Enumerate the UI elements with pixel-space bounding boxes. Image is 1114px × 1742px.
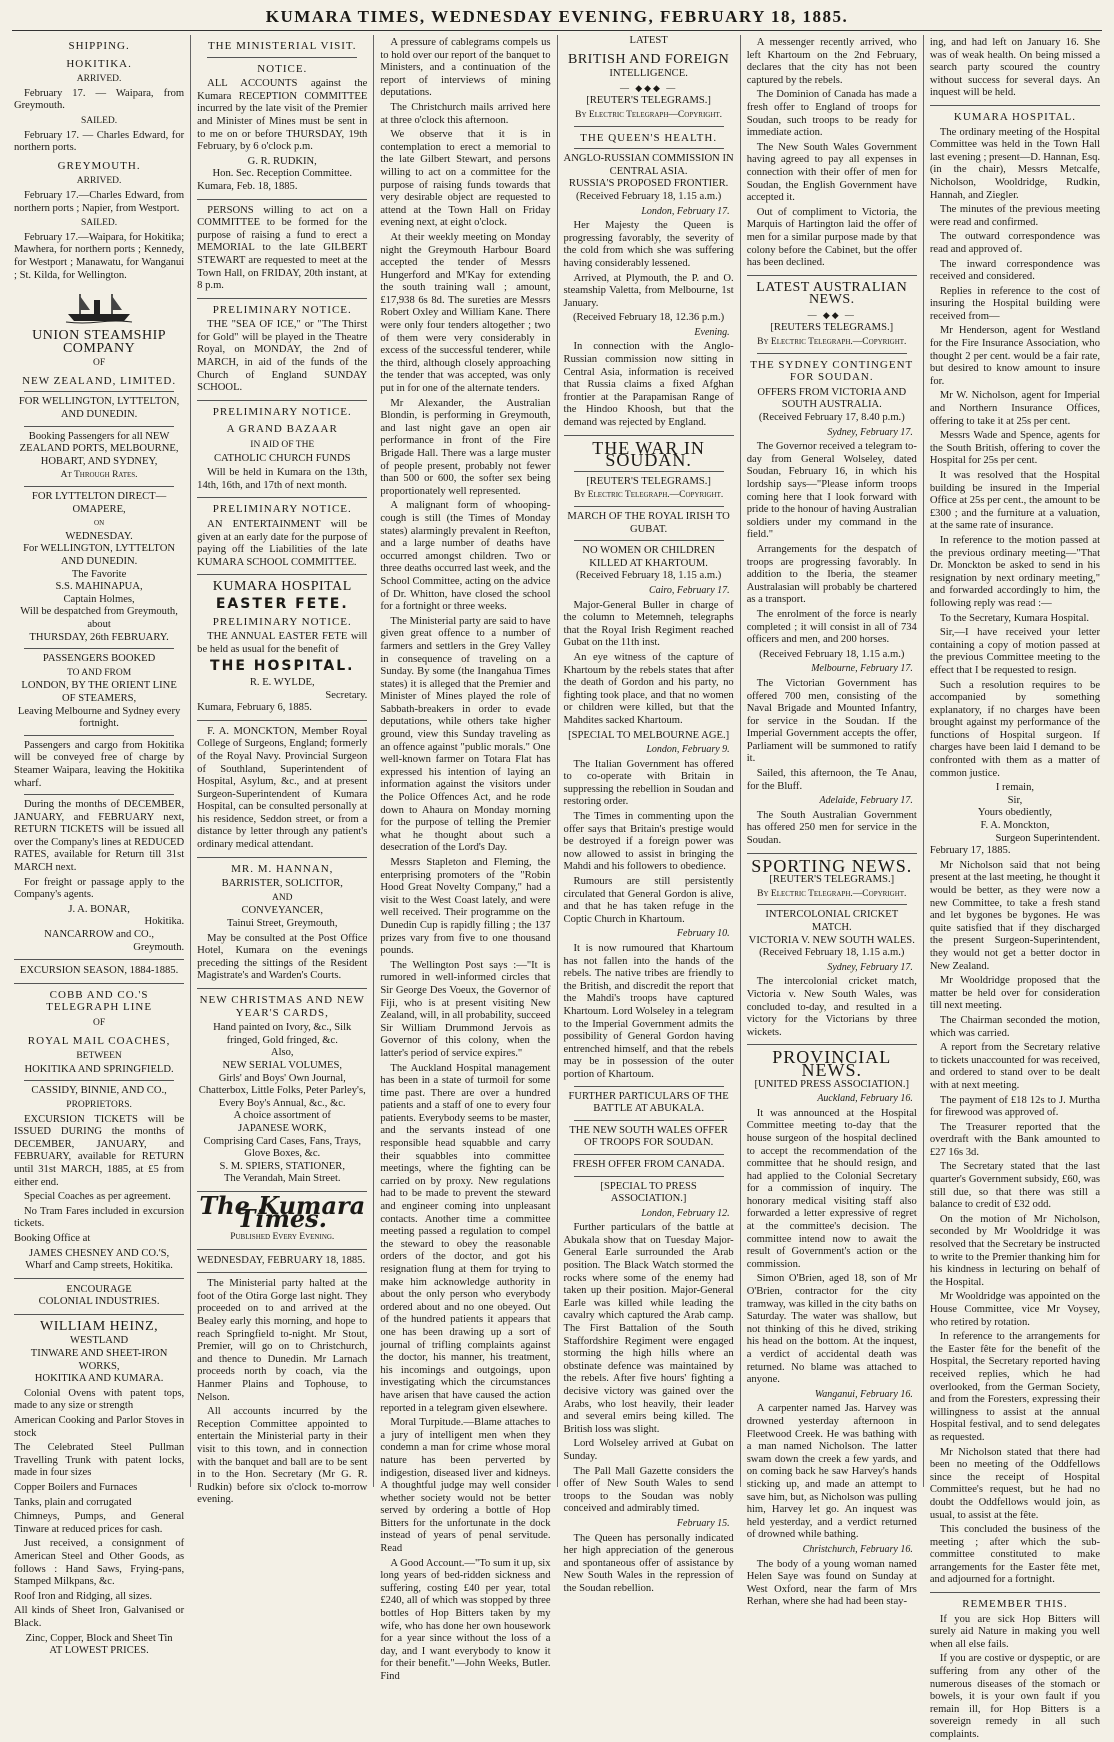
colonial-industries: COLONIAL INDUSTRIES. <box>38 1296 160 1308</box>
union-booking: Booking Passengers for all NEW ZEALAND PORTS, MELBOURNE, HOBART, AND SYDNEY, <box>19 430 179 467</box>
further-particulars: FURTHER PARTICULARS OF THE BATTLE AT ABUKALA. <box>568 1090 729 1115</box>
sailed-label: SAILED. <box>81 115 118 126</box>
canada: The Dominion of Canada has made a fresh offer to England of troops for Soudan, such troops to be ready for immediate action. <box>746 89 917 139</box>
wharf: Wharf and Camp streets, Hokitika. <box>25 1260 173 1272</box>
received-6: (Received February 18, 1.15 a.m.) <box>759 947 905 959</box>
copyright-tag: By Electric Telegraph—Copyright. <box>575 109 723 120</box>
received-5: (Received February 18, 1.15 a.m.) <box>759 648 905 660</box>
news-p3: We observe that it is in contemplation to erect a memorial to the late Gilbert Stewart, and persons willing to act on a committee for the purpose of raising funds towards that very desirable object are requested to attend at the Town Hall on Friday evening next, at eight o'clock. <box>380 129 551 229</box>
news-p8: Messrs Stapleton and Fleming, the enterprising promoters of the "Robin Hood Great Novelty Company," had a visit to the West Coast lately, and were well received. Their programme on the Dunedin Cup is rapidly filling ; the 137 prizes vary from five to one thousand pounds. <box>380 857 551 957</box>
anglo-russian: ANGLO-RUSSIAN COMMISSION IN CENTRAL ASIA. <box>563 153 734 177</box>
letter-date: February 17, 1885. <box>929 845 1011 857</box>
sir: Sir, <box>1007 794 1023 806</box>
thursday-date: THURSDAY, 26th FEBRUARY. <box>29 631 169 643</box>
ministerial-heading: THE MINISTERIAL VISIT. <box>207 40 357 52</box>
wylde: R. E. WYLDE, <box>249 676 315 688</box>
arrived-label: ARRIVED. <box>76 74 122 85</box>
column-5: A messenger recently arrived, who left Khartoum on the 2nd February, declares that the city has not been captured by the rebels. The Dominion of Canada has made a fresh offer to England of troops for Soudan, such troops to be ready for immediate action. The New South Wales Government having agreed to pay all expenses in connection with their offer of men for Soudan, the English Government have accepted it. Out of compliment to Victoria, the Marquis of Hartington laid the offer of men for a similar purpose made by that colony before the Cabinet, but the offer has been declined. LATEST AUSTRALIAN NEWS. — ◆◆ — [REUTERS TELEGRAMS.] By Electric Telegraph.—Copyright. THE SYDNEY CONTINGENT FOR SOUDAN. OFFERS FROM VICTORIA AND SOUTH AUSTRALIA. (Received February 17, 8.40 p.m.) Sydney, February 17. The Governor received a telegram to-day from General Wolseley, dated Soudan, February 16, in which his lordship says—"Please inform troops coming here that I look forward with pride to the honour of having Australian soldiers under my command in the field." Arrangements for the despatch of troops are progressing favorably. In addition to the Iberia, the steamer Australasian will probably be chartered as a transport. The enrolment of the force is nearly completed ; it will consist in all of 734 officers and men, and 200 horses. (Received February 18, 1.15 a.m.) Melbourne, February 17. The Victorian Government has offered 700 men, consisting of the Naval Brigade and Mounted Infantry, for service in the Soudan. If the Imperial Government accepts the offer, Parliament will be summoned to ratify it. Sailed, this afternoon, the Te Anau, for the Bluff. Adelaide, February 17. The South Australian Government has offered 250 men for service in the Soudan. SPORTING NEWS. [REUTER'S TELEGRAMS.] By Electric Telegraph.—Copyright. INTERCOLONIAL CRICKET MATCH. VICTORIA V. NEW SOUTH WALES. (Received February 18, 1.15 a.m.) Sydney, February 17. The intercolonial cricket match, Victoria v. New South Wales, was concluded to-day, and resulted in a victory for the Victorians by three wickets. PROVINCIAL NEWS. [UNITED PRESS ASSOCIATION.] Auckland, February 16. It was announced at the Hospital Committee meeting to-day that the house surgeon of the hospital declined to accept the recommendation of the committee that he should resign, and had applied to the Colonial Secretary for a commission of inquiry. The honorary medical visiting staff also forwarded a letter expressive of regret at the committee's decision. The committee intend now to await the result of Government's action or the commission. Simon O'Brien, aged 18, son of Mr O'Brien, contractor for the city tramway, was killed in the city baths on Saturday. The water was shallow, but not thinking of this he dived, striking his head on the bottom. At the inquest, a verdict of accidental death was returned. No blame was attached to anyone. Wanganui, February 16. A carpenter named Jas. Harvey was drowned yesterday afternoon in Fleetwood Creek. He was bathing with a man named Nicholson. The latter swam down the creek a few yards, and on coming back he saw Harvey's hands sticking up, and made an attempt to save him, but, as Nicholson was pulling him, Harvey let go. An inquest was held yesterday, and a verdict returned of drowned while bathing. Christchurch, February 16. The body of a young woman named Helen Saye was found on Sunday at West Oxford, near the farm of Mrs Rerhan, where she had had been stay- <box>741 35 924 1487</box>
received-1: (Received February 18, 1.15 a.m.) <box>575 190 722 202</box>
freight-text: For freight or passage apply to the Company's agents. <box>14 876 185 901</box>
vic-nsw: VICTORIA V. NEW SOUTH WALES. <box>748 934 915 946</box>
boilers: Copper Boilers and Furnaces <box>14 1482 138 1493</box>
union-nz: NEW ZEALAND, LIMITED. <box>22 374 177 387</box>
news-p12: A Good Account.—"To sum it up, six long years of bed-ridden sickness and suffering, costing £40 per year, total £240, all of which was stopped by three bottles of Hop Bitters taken by my wife, who has done her own housework for a year since without the loss of a day, and I want everybody to know it for their benefit."—John Weeks, Butler. Find <box>380 1557 551 1682</box>
proprietors: CASSIDY, BINNIE, AND CO., <box>31 1085 167 1097</box>
nsw-government: The New South Wales Government having agreed to pay all expenses in connection with their offer of men for Soudan, the English Government have accepted it. <box>746 141 917 204</box>
column-2 <box>191 35 374 1506</box>
union-title: UNION STEAMSHIP COMPANY <box>32 328 167 356</box>
union-rates: At Through Rates. <box>60 470 138 481</box>
te-anau: Sailed, this afternoon, the Te Anau, for the Bluff. <box>746 768 917 792</box>
sydney-1: Sydney, February 17. <box>827 426 913 438</box>
received-2: (Received February 18, 12.36 p.m.) <box>572 312 725 324</box>
queen-appreciation: The Queen has personally indicated her high appreciation of the generous and spontaneous offer of assistance by New South Wales in the repression of the Soudan rebellion. <box>563 1532 734 1594</box>
nsw-offer: THE NEW SOUTH WALES OFFER OF TROOPS FOR SOUDAN. <box>569 1124 728 1149</box>
zinc: Zinc, Copper, Block and Sheet Tin <box>25 1632 173 1644</box>
evening: Evening. <box>694 326 730 338</box>
leader-para: The Ministerial party halted at the foot of the Otira Gorge last night. They proceeded on to and arrived at the Bealey early this morning, and hope to reach Springfield to-night. Mr Stout, Premier, will go on to Christchurch, and thence to Dunedin. Mr Larnach proceeds north by coach, via the Hanmer Plains and Tophouse, to Nelson. <box>197 1278 368 1403</box>
sea-of-ice: THE "SEA OF ICE," or "The Thirst for Gold" will be played in the Theatre Royal, on MONDAY, the 2nd of MARCH, in aid of the funds of the Church of England SUNDAY SCHOOL. <box>197 319 368 394</box>
japanese-work: JAPANESE WORK, <box>238 1122 327 1134</box>
masthead: KUMARA TIMES, WEDNESDAY EVENING, FEBRUARY 18, 1885. <box>12 4 1102 31</box>
cairo: Cairo, February 17. <box>648 584 730 596</box>
choice: A choice assortment of <box>233 1110 331 1122</box>
edition-date: WEDNESDAY, FEBRUARY 18, 1885. <box>197 1254 366 1266</box>
sydney-2: Sydney, February 17. <box>827 961 913 973</box>
in-aid: IN AID OF THE <box>250 440 315 451</box>
enrolment: The enrolment of the force is nearly completed ; it will consist in all of 734 officers and men, and 200 horses. <box>746 608 917 646</box>
catholic-funds: CATHOLIC CHURCH FUNDS <box>213 452 351 464</box>
subsidy: The Secretary stated that the last quarter's Government subsidy, £60, was still due, so that there was still a balance to credit of £32 odd. <box>929 1161 1101 1211</box>
frontier: RUSSIA'S PROPOSED FRONTIER. <box>568 178 729 190</box>
cargo-text: Passengers and cargo from Hokitika will be conveyed free of charge by Steamer Waipara, leaving the Hokitika wharf. <box>14 739 185 789</box>
offers: OFFERS FROM VICTORIA AND SOUTH AUSTRALIA. <box>757 386 907 411</box>
prelim-1: PRELIMINARY NOTICE. <box>212 303 352 316</box>
kumara-hospital-heading: KUMARA HOSPITAL. <box>953 110 1076 123</box>
chesney: JAMES CHESNEY AND CO.'S, <box>29 1247 170 1259</box>
memorial-notice: PERSONS willing to act on a COMMITTEE to be formed for the purpose of raising a fund to erect a MEMORIAL to the late GILBERT STEWART are requested to meet at the Town Hall, on FRIDAY, 20th instant, at 8 p.m. <box>197 204 368 292</box>
chimneys: Chimneys, Pumps, and General Tinware at reduced prices for cash. <box>14 1511 185 1535</box>
buller: Major-General Buller in charge of the column to Metemneh, telegraphs that the Royal Irish Regiment reached Gubat on the 11th inst. <box>563 599 734 649</box>
received-4: (Received February 17, 8.40 p.m.) <box>758 412 905 424</box>
i-remain: I remain, <box>995 782 1035 794</box>
news-p6: A malignant form of whooping-cough is still (the Times of Monday states) alarmingly prevalent in Reefton, and a large number of deaths have occurred amongst children. Two or three deaths occurred last week, and the School Committee, acting on the advice of Dr. Whitton, have closed the school for a fortnight or three weeks. <box>380 500 551 613</box>
excursion-tickets: EXCURSION TICKETS will be ISSUED DURING the months of DECEMBER, JANUARY, and FEBRUARY, available for RETURN until 31st MARCH, 1885, at £5 from either end. <box>14 1113 185 1188</box>
continuation: ing, and had left on January 16. She was of weak health. On being missed a search party scoured the country without success for several days. An inquest will be held. <box>929 37 1101 99</box>
eye-witness: An eye witness of the capture of Khartoum by the rebels states that after the death of Gordon and his party, no fighting took place, and that no women or children were killed, but that the Mahdites sacked Khartoum. <box>563 651 734 726</box>
leaving: Leaving Melbourne and Sydney every fortnight. <box>17 705 181 730</box>
monckton-ad: F. A. MONCKTON, Member Royal College of Surgeons, England; formerly of the Royal Navy. Provincial Surgeon of Southland, Superintendent of Hospital, Asylum, &c., and at present Surgeon-Superintendent of Kumara Hospital, can be consulted personally at his residence, Seddon street, or from a distance by letter through any patient's ordinary medical attendant. <box>197 725 368 851</box>
wylde-secretary: Secretary. <box>325 689 368 701</box>
special-press: [SPECIAL TO PRESS ASSOCIATION.] <box>600 1180 697 1205</box>
sailed-label-2: SAILED. <box>81 218 118 229</box>
christmas-cards: NEW CHRISTMAS AND NEW YEAR'S CARDS, <box>199 994 365 1019</box>
encourage: ENCOURAGE <box>66 1283 132 1295</box>
governor: The Governor received a telegram to-day from General Wolseley, dated Soudan, February 16, in which his lordship says—"Please inform troops coming here that I look forward with pride to the honour of having Australian soldiers under my command in the field." <box>746 441 917 541</box>
treasurer: The Treasurer reported that the overdraft with the Bank amounted to £27 16s 3d. <box>929 1121 1101 1158</box>
despatched: Will be despatched from Greymouth, about <box>20 606 178 630</box>
trunk: The Celebrated Steel Pullman Travelling Trunk with patent locks, made in four sizes <box>14 1442 185 1479</box>
union-for: FOR WELLINGTON, LYTTELTON, AND DUNEDIN. <box>18 396 180 421</box>
war-in-soudan: THE WAR IN SOUDAN. <box>592 437 705 471</box>
on-label: on <box>94 518 105 529</box>
kumara-times-nameplate: The Kumara Times. <box>199 1190 366 1233</box>
report: A report from the Secretary relative to tickets unaccounted for was received, and ordered to stand over to be dealt with at next meeting. <box>929 1042 1101 1091</box>
pall-mall: The Pall Mall Gazette considers the offer of New South Wales to send troops to the Soudan was nobly conceived and admirably timed. <box>563 1465 734 1515</box>
to-secretary: To the Secretary, Kumara Hospital. <box>939 612 1090 624</box>
news-p1: A pressure of cablegrams compels us to hold over our report of the banquet to Ministers, and a continuation of the report of interviews of mining deputations. <box>380 37 551 99</box>
appointed: Mr Wooldridge was appointed on the House Committee, vice Mr Voysey, who retired by rotation. <box>929 1291 1101 1328</box>
ovens: Colonial Ovens with patent tops, made to any size or strength <box>14 1387 185 1412</box>
nicholson-said: Mr Nicholson said that not being present at the last meeting, he thought it would be better, as they were now a new Committee, to take a fresh stand and let bygones be bygones. He was quite satisfied that if they discharged the present Surgeon-Superintendent, they would not get a better doctor in New Zealand. <box>929 859 1101 972</box>
hokitika-arrived: February 17. — Waipara, from Greymouth. <box>14 87 185 112</box>
hokitika-sailed: February 17. — Charles Edward, for northern ports. <box>14 129 185 154</box>
excursion-season: EXCURSION SEASON, 1884-1885. <box>19 965 179 977</box>
bazaar: A GRAND BAZAAR <box>226 423 338 436</box>
easter-fete: EASTER FETE. <box>215 595 349 612</box>
rudkin-role: Hon. Sec. Reception Committee. <box>212 168 352 180</box>
provincial-news: PROVINCIAL NEWS. <box>772 1047 892 1080</box>
hand-painted: Hand painted on Ivory, &c., Silk fringed, Gold fringed, &c. <box>213 1022 352 1046</box>
return-tickets: During the months of DECEMBER, JANUARY, and FEBRUARY next, RETURN TICKETS will be issued all over the Company's lines at REDUCED RATES, available for Return till 31st MARCH next. <box>14 799 185 874</box>
plymouth: Arrived, at Plymouth, the P. and O. steamship Valetta, from Melbourne, 1st January. <box>563 272 734 309</box>
notice-heading: NOTICE. <box>257 62 308 75</box>
between: BETWEEN <box>76 1051 122 1062</box>
lyttelton-direct: FOR LYTTELTON DIRECT— OMAPERE, <box>31 491 167 515</box>
received-3: (Received February 18, 1.15 a.m.) <box>575 570 722 582</box>
signature: F. A. Monckton, <box>980 820 1050 832</box>
concluded: This concluded the business of the meeting ; after which the sub-committee constituted to make arrangements for the Easter fête met, and adjourned for a fortnight. <box>929 1524 1101 1586</box>
w-nicholson: Mr W. Nicholson, agent for Imperial and Northern Insurance Offices, offering to take it at 25s per cent. <box>929 390 1101 427</box>
hop-bitters-1: If you are sick Hop Bitters will surely aid Nature in making you well when all else fails. <box>929 1613 1101 1650</box>
rumoured: It is now rumoured that Khartoum has not fallen into the hands of the rebels. The native tribes are friendly to the British, and discredit the report that the Mahdi's troops have captured Khartoum. Lord Wolseley in a telegram to the Imperial Government admits the possibility of General Gordon having entrenched himself, and that the rebels may be in possession of the outer portion of Khartoum. <box>563 943 734 1080</box>
prelim-4: PRELIMINARY NOTICE. <box>212 615 352 628</box>
upa-tag: [UNITED PRESS ASSOCIATION.] <box>754 1078 910 1090</box>
latest-australian: LATEST AUSTRALIAN NEWS. <box>756 279 908 308</box>
payment: The payment of £18 12s to J. Murtha for firewood was approved of. <box>929 1094 1101 1119</box>
roof-iron: Roof Iron and Ridging, all sizes. <box>14 1590 152 1602</box>
favorite: The Favorite <box>71 568 127 580</box>
rumours: Rumours are still persistently circulated that General Gordon is alive, and that he has taken refuge in the Coptic Church in Khartoum. <box>563 876 734 925</box>
cobb-heading: COBB AND CO.'S TELEGRAPH LINE <box>46 988 153 1014</box>
union-heading <box>14 330 184 355</box>
letter: Sir,—I have received your letter containing a copy of motion passed at the previous Committee meeting to the effect that I be requested to resign. <box>929 627 1101 676</box>
wednesday-label: WEDNESDAY. <box>65 530 133 542</box>
greymouth-arrived: February 17.—Charles Edward, from northern ports ; Napier, from Westport. <box>14 189 185 214</box>
serial-volumes: NEW SERIAL VOLUMES, <box>222 1059 343 1071</box>
to-from: TO AND FROM <box>66 667 132 678</box>
the-hospital: THE HOSPITAL. <box>210 658 355 675</box>
union-of: OF <box>93 358 106 369</box>
wooldridge-proposed: Mr Wooldridge proposed that the matter be held over for consideration till next meeting. <box>929 975 1101 1012</box>
agent-nancarrow: NANCARROW and CO., <box>44 929 155 941</box>
sa-gov: The South Australian Government has offered 250 men for service in the Soudan. <box>746 809 917 847</box>
melbourne: Melbourne, February 17. <box>811 663 913 675</box>
inward: The inward correspondence was received and considered. <box>929 258 1101 283</box>
motion-reference: In reference to the motion passed at the previous ordinary meeting—"That Dr. Monckton be asked to send in his resignation by next ordinary meeting," and forwarded accordingly to him, the following reply was read :— <box>929 534 1101 609</box>
special-melbourne: [SPECIAL TO MELBOURNE AGE.] <box>568 729 730 741</box>
bazaar-held: Will be held in Kumara on the 13th, 14th, 16th, and 17th of next month. <box>197 467 368 491</box>
special-coaches: Special Coaches as per agreement. <box>24 1191 171 1203</box>
prelim-2: PRELIMINARY NOTICE. <box>212 405 352 418</box>
adelaide: Adelaide, February 17. <box>819 795 913 807</box>
resolution: Such a resolution requires to be accompanied by something explanatory, if no charges have been brought against my performance of the functions of Hospital surgeon. If charges have been laid I demand to be confronted with them as a matter of common justice. <box>929 679 1101 779</box>
christchurch: Christchurch, February 16. <box>802 1543 913 1555</box>
feb-15: February 15. <box>676 1517 730 1529</box>
sydney-contingent: THE SYDNEY CONTINGENT FOR SOUDAN. <box>750 358 914 384</box>
henderson: Mr Henderson, agent for Westland for the Fire Insurance Association, who thought 2 per cent. would be a fair rate, but desired to know amount to insure for. <box>929 325 1101 387</box>
and-label: AND <box>271 892 293 903</box>
agent-nancarrow-place: Greymouth. <box>133 941 185 953</box>
feb-10: February 10. <box>676 928 730 940</box>
verandah: The Verandah, Main Street. <box>223 1173 341 1185</box>
captain: Captain Holmes, <box>63 593 135 605</box>
steamship-icon <box>64 290 134 324</box>
shipping-heading: SHIPPING. <box>68 40 130 52</box>
italian: The Italian Government has offered to co-operate with Britain in suppressing the rebellion in Soudan and restoring order. <box>563 758 734 808</box>
messenger: A messenger recently arrived, who left Khartoum on the 2nd February, declares that the city has not been captured by the rebels. <box>746 37 917 86</box>
intelligence: INTELLIGENCE. <box>609 68 688 80</box>
hokitika-heading: HOKITIKA. <box>66 57 132 70</box>
sporting-news: SPORTING NEWS. <box>751 855 913 876</box>
cricket-para: The intercolonial cricket match, Victoria v. New South Wales, was concluded to-day, and resulted in a victory for the Victorians by three wickets. <box>746 976 917 1038</box>
passengers-booked: PASSENGERS BOOKED <box>42 653 156 665</box>
spiers: S. M. SPIERS, STATIONER, <box>219 1160 345 1172</box>
booking-office: Booking Office at <box>14 1232 91 1244</box>
no-tram: No Tram Fares included in excursion tickets. <box>14 1205 185 1230</box>
news-p9: The Wellington Post says :—"It is rumored in well-informed circles that Sir George Des Voeux, the Governor of Fiji, who is at present visiting New Zealand, will, in all probability, succeed Sir William Drummond Jervois as Governor of this colony, when the latter's period of service expires." <box>380 959 551 1059</box>
march-royal-irish: MARCH OF THE ROYAL IRISH TO GUBAT. <box>567 511 730 535</box>
route: HOKITIKA AND SPRINGFIELD. <box>24 1063 174 1075</box>
surgeon: Surgeon Superintendent. <box>995 832 1101 844</box>
kumara-hospital-ad: KUMARA HOSPITAL <box>212 579 352 595</box>
tanks: Tanks, plain and corrugated <box>14 1496 132 1508</box>
times-comment: The Times in commenting upon the offer says that Britain's prestige would be destroyed if a foreign power was now allowed to assist in bringing the Mahdi and his followers to obedience. <box>563 811 734 873</box>
just-received: Just received, a consignment of American Steel and Other Goods, as follows : Hand Saws, Frying-pans, Stamped Milkpans, &c. <box>14 1538 185 1588</box>
sheet-iron: All kinds of Sheet Iron, Galvanised or Black. <box>14 1605 185 1629</box>
copyright-tag-4: By Electric Telegraph.—Copyright. <box>757 888 907 899</box>
queens-health: THE QUEEN'S HEALTH. <box>580 131 718 144</box>
body-found: The body of a young woman named Helen Saye was found on Sunday at West Oxford, near the farm of Mrs Rerhan, where she had had been stay- <box>746 1558 917 1608</box>
american-stoves: American Cooking and Parlor Stoves in stock <box>14 1415 185 1439</box>
abukala: Further particulars of the battle at Abukala show that on Tuesday Major-General Earle surrounded the Arab position. The Black Watch stormed the rocks where some of the enemy had taken up their position. Major-General Earle was killed while leading the cavalry which captured the Arab camp. The First Battalion of the South Staffordshire Regiment were engaged storming the high hills where an obstinate defence was maintained by the rebels. After five hours' fighting a decisive victory was gained over the Arabs, who lost heavily, their leader and several emirs being killed. The British loss was slight. <box>563 1222 734 1435</box>
tinware: TINWARE AND SHEET-IRON WORKS, <box>30 1348 168 1372</box>
london-1: London, February 17. <box>641 205 730 217</box>
westland: WESTLAND <box>69 1335 129 1347</box>
london-2: London, February 9. <box>646 744 730 756</box>
rudkin-name: G. R. RUDKIN, <box>247 155 317 167</box>
obrien: Simon O'Brien, aged 18, son of Mr O'Brien, contractor for the city tramway, was killed in the city baths on Saturday. The water was shallow, but not thinking of this he dived, striking his head on the bottom. At the inquest, a verdict of accidental death was returned. No blame was attached to anyone. <box>746 1273 917 1386</box>
anglo-para: In connection with the Anglo-Russian commission now sitting in Central Asia, information is received that Russia claims a fixed Afghan frontier at the Parapamisan Range of the Hindoo Khoosh, but that the demand was rejected by England. <box>563 341 734 429</box>
victoria-compliment: Out of compliment to Victoria, the Marquis of Hartington laid the offer of men for a similar purpose made by that colony before the Cabinet, but the offer has been declined. <box>746 206 917 269</box>
wolseley: Lord Wolseley arrived at Gubat on Sunday. <box>563 1438 734 1462</box>
cricket-match: INTERCOLONIAL CRICKET MATCH. <box>765 909 899 933</box>
columns <box>8 35 1106 1740</box>
wylde-date: Kumara, February 6, 1885. <box>197 702 312 714</box>
entertainment: AN ENTERTAINMENT will be given at an early date for the purpose of paying off the Liabilities of the late KUMARA SCHOOL COMMITTEE. <box>197 519 368 568</box>
orient-line: LONDON, BY THE ORIENT LINE OF STEAMERS, <box>21 680 177 704</box>
also: Also, <box>270 1047 294 1059</box>
agent-bonar: J. A. BONAR, <box>68 903 130 915</box>
accounts-para: All accounts incurred by the Reception Committee appointed to entertain the Ministerial party in their visit to this town, and in connection with the banquet and ball are to be sent in to the Hon. Secretary (Mr G. R. Rudkin) before six o'clock to-morrow evening. <box>197 1406 368 1506</box>
for-wellington: For WELLINGTON, LYTTELTON AND DUNEDIN. <box>23 543 176 567</box>
rudkin-date: Kumara, Feb. 18, 1885. <box>197 180 298 192</box>
motion-2: On the motion of Mr Nicholson, seconded by Mr Wooldridge it was resolved that the Secretary be instructed to write to the Premier thanking him for his kindness in lecturing on behalf of the Hospital. <box>929 1213 1101 1288</box>
arrangements: Arrangements for the despatch of troops are progressing favorably. In addition to the Iberia, the steamer Australasian will probably be chartered as a transport. <box>746 543 917 606</box>
ship-name: S.S. MAHINAPUA, <box>55 581 143 593</box>
latest: LATEST <box>629 35 668 46</box>
news-p2: The Christchurch mails arrived here at three o'clock this afternoon. <box>380 101 551 126</box>
news-p11: Moral Turpitude.—Blame attaches to a jury of intelligent men when they condemn a man for crime whose moral nature has been perverted by indigestion, diseased liver and kidneys. A thoughtful judge may well consider whether society would not be better served by ordering a bottle of Hop Bitters for the unfortunate in the dock instead of years of penal servitude. Read <box>380 1417 551 1555</box>
prelim-3: PRELIMINARY NOTICE. <box>212 503 352 516</box>
british-foreign: BRITISH AND FOREIGN <box>568 51 730 67</box>
harvey: A carpenter named Jas. Harvey was drowned yesterday afternoon in Fleetwood Creek. He was bathing with a man named Nicholson. The latter swam down the creek a few yards, and on coming back he saw Harvey's hands sticking up, and made an attempt to save him, but, as Nicholson was pulling him, Harvey let go. An inquest was held yesterday, and a verdict returned of drowned while bathing. <box>746 1403 917 1541</box>
reuter-tag: [REUTER'S TELEGRAMS.] <box>586 95 711 107</box>
auckland-para: It was announced at the Hospital Committee meeting to-day that the house surgeon of the hospital declined to accept the recommendation of the committee that he should resign, and had applied to the Colonial Secretary for a commission of inquiry. The honorary medical visiting staff also forwarded a letter expressive of regret at the committee's decision. The committee intend now to await the result of Government's action or the commission. <box>746 1107 917 1270</box>
reuters-tag-3: [REUTERS TELEGRAMS.] <box>770 322 894 334</box>
news-p5: Mr Alexander, the Australian Blondin, is performing in Greymouth, and last night gave an open air performance in front of the Fire Brigade Hall. There was a large muster of people present, probably not fewer than 500 or 600, the softer sex being proportionately well represented. <box>380 397 551 497</box>
heinz-heading: WILLIAM HEINZ, <box>39 1318 159 1334</box>
serial-list: Girls' and Boys' Own Journal, Chatterbox, Little Folks, Peter Parley's, Every Boy's Annual, &c., &c. <box>198 1072 366 1109</box>
copyright-tag-2: By Electric Telegraph.—Copyright. <box>573 490 724 501</box>
london-3: London, February 12. <box>641 1207 730 1219</box>
remember-this: REMEMBER THIS. <box>962 1598 1068 1611</box>
auckland: Auckland, February 16. <box>817 1093 913 1105</box>
hannan-name: MR. M. HANNAN, <box>231 862 334 875</box>
news-p7: The Ministerial party are said to have given great offence to a number of farmers and settlers in the Grey Valley in consequence of traveling on a Sunday. By some (the Inangahua Times states) it is alleged that the Premier and Minister of Mines played the role of Sabbath-breakers in order to evade deputations, while others take higher ground, view this Sunday traveling as an offence against "public morals." One well-known farmer on Totara Flat has expressed his intention of laying an information against the visitors under the Police Offences Act, and he rode down to Ahaura on Monday morning for the purpose of telling the Premier what he thought about such a desecration of the Lord's Day. <box>380 615 551 854</box>
fresh-offer: FRESH OFFER FROM CANADA. <box>572 1158 725 1170</box>
wanganui: Wanganui, February 16. <box>814 1388 913 1400</box>
hop-bitters-2: If you are costive or dyspeptic, or are suffering from any other of the numerous diseases of the stomach or bowels, it is your own fault if you remain ill, for Hop Bitters is a sovereign remedy in all such complaints. <box>929 1653 1101 1740</box>
ordinary-meeting: The ordinary meeting of the Hospital Committee was held in the Town Hall last evening ; present—D. Hannan, Esq. (in the chair), Messrs Metcalfe, Nicholson, Wooldridge, Rudkin, Hannah, and Ziegler. <box>929 126 1101 201</box>
barrister: BARRISTER, SOLICITOR, <box>221 878 343 890</box>
column-3 <box>374 35 557 1682</box>
victorian-gov: The Victorian Government has offered 700 men, consisting of the Naval Brigade and Mounted Infantry, for service in the Soudan. If the Imperial Government accepts the offer, Parliament will be summoned to ratify it. <box>746 677 917 765</box>
replies: Replies in reference to the cost of insuring the Hospital building were received from— <box>929 285 1101 322</box>
wade-spence: Messrs Wade and Spence, agents for the South British, offering to cover the Hospital for 25s per cent. <box>929 430 1101 467</box>
agent-bonar-place: Hokitika. <box>144 916 185 928</box>
no-women: NO WOMEN OR CHILDREN KILLED AT KHARTOUM. <box>582 545 715 569</box>
proprietors-label: PROPRIETORS. <box>66 1099 132 1110</box>
tainui: Tainui Street, Greymouth, <box>227 918 338 930</box>
greymouth-sailed: February 17.—Waipara, for Hokitika; Mawhera, for northern ports ; Kennedy, for Westport ; Manawatu, for Wanganui ; St. Kilda, for Wellington. <box>14 231 185 281</box>
accounts-notice: ALL ACCOUNTS against the Kumara RECEPTION COMMITTEE incurred by the late visit of the Premier and Minister of Mines must be sent in to me on or before THURSDAY, 19th February, by 6 o'clock p.m. <box>197 78 368 153</box>
queen-para: Her Majesty the Queen is progressing favorably, the severity of the cold from which she was suffering having considerably lessened. <box>563 220 734 269</box>
copyright-tag-3: By Electric Telegraph.—Copyright. <box>757 337 907 348</box>
easter-arrangements: In reference to the arrangements for the Easter fête for the benefit of the Hospital, the Secretary reported having received replies, which he had overlooked, from the German Society, and from the Foresters, expressing their willingness to assist at the annual Hospital festival, and to send delegates as requested. <box>929 1331 1101 1443</box>
yours: Yours obediently, <box>977 807 1053 819</box>
cobb-of: OF <box>93 1018 106 1028</box>
lowest-prices: AT LOWEST PRICES. <box>49 1645 149 1657</box>
minutes: The minutes of the previous meeting were read and confirmed. <box>929 204 1101 228</box>
arrived-label-2: ARRIVED. <box>76 176 122 187</box>
outward: The outward correspondence was read and approved of. <box>929 231 1101 255</box>
column-1 <box>8 35 191 1657</box>
hok-kumara: HOKITIKA AND KUMARA. <box>34 1373 164 1385</box>
chairman: The Chairman seconded the motion, which was carried. <box>929 1014 1101 1039</box>
annual-fete: THE ANNUAL EASTER FETE will be held as usual for the benefit of <box>197 631 368 655</box>
published: Published Every Evening. <box>230 1232 335 1243</box>
resolved: It was resolved that the Hospital building be insured in the Imperial Office at 25s per cent., the amount to be £300 ; and the furniture at a valuation, at the same rate of insurance. <box>929 470 1101 532</box>
oddfellows: Mr Nicholson stated that there had been no meeting of the Oddfellows since the receipt of Hospital Committee's request, but he had no doubt the Oddfellows would join, as usual, to assist at the fête. <box>929 1446 1101 1521</box>
news-p10: The Auckland Hospital management has been in a state of turmoil for some time past. There are over a hundred patients and a staff of one to every four patients. Everybody seems to be master, and the servants instead of one responsible head squabble and carry their squabbles into committee meetings, where the fighting can be carried on by proxy. New regulations had to be made to prevent the steward and engineer coming into unpleasant contacts. Another time a committee meeting passed a regulation to compel the steward to obey the reasonable orders of the doctor, and got his resignation flung at them for trying to make him acknowledge authority in about the only person who everybody ordered about and no one obeyed. Out of the hundred patients it appears that one has been drawing up a sort of journal of trifling complaints against the doctor, his manner, his treatment, his incomings and outgoings, upon investigating which the circumstances have arisen that have caused the action reported in a telegram given elsewhere. <box>380 1062 551 1414</box>
news-p4: At their weekly meeting on Monday night the Greymouth Harbour Board accepted the tender of Messrs Hungerford and M'Kay for extending the south training wall ; amount, £17,938 6s 8d. The sureties are Messrs Robert Oxley and William Kane. There were only four tenders altogether ; two of them were very considerably in excess of the successful tenderer, while the third, although closely approaching the tender that was accepted, was only put in for one of the alternate tenders. <box>380 231 551 395</box>
reuters-tag-4: [REUTER'S TELEGRAMS.] <box>769 874 895 886</box>
comprising: Comprising Card Cases, Fans, Trays, Glove Boxes, &c. <box>203 1135 361 1160</box>
column-6 <box>924 35 1106 1740</box>
conveyancer: CONVEYANCER, <box>241 905 324 917</box>
consulted: May be consulted at the Post Office Hotel, Kumara on the evenings preceding the sittings of the Resident Magistrate's and Warden's Courts. <box>197 932 368 982</box>
royal-mail: ROYAL MAIL COACHES, <box>27 1034 171 1047</box>
greymouth-heading: GREYMOUTH. <box>57 159 141 172</box>
column-4: LATEST BRITISH AND FOREIGN INTELLIGENCE. — ◆◆◆ — [REUTER'S TELEGRAMS.] By Electric Telegraph—Copyright. THE QUEEN'S HEALTH. ANGLO-RUSSIAN COMMISSION IN CENTRAL ASIA. RUSSIA'S PROPOSED FRONTIER. (Received February 18, 1.15 a.m.) London, February 17. Her Majesty the Queen is progressing favorably, the severity of the cold from which she was suffering having considerably lessened. Arrived, at Plymouth, the P. and O. steamship Valetta, from Melbourne, 1st January. (Received February 18, 12.36 p.m.) Evening. In connection with the Anglo-Russian commission now sitting in Central Asia, information is received that Russia claims a fixed Afghan frontier at the Parapamisan Range of the Hindoo Khoosh, but that the demand was rejected by England. THE WAR IN SOUDAN. [REUTER'S TELEGRAMS.] By Electric Telegraph.—Copyright. MARCH OF THE ROYAL IRISH TO GUBAT. NO WOMEN OR CHILDREN KILLED AT KHARTOUM. (Received February 18, 1.15 a.m.) Cairo, February 17. Major-General Buller in charge of the column to Metemneh, telegraphs that the Royal Irish Regiment reached Gubat on the 11th inst. An eye witness of the capture of Khartoum by the rebels states that after the death of Gordon and his party, no fighting took place, and that no women or children were killed, but that the Mahdites sacked Khartoum. [SPECIAL TO MELBOURNE AGE.] London, February 9. The Italian Government has offered to co-operate with Britain in suppressing the rebellion in Soudan and restoring order. The Times in commenting upon the offer says that Britain's prestige would be destroyed if a foreign power was now allowed to assist in bringing the Mahdi and his followers to obedience. Rumours are still persistently circulated that General Gordon is alive, and that he has taken refuge in the Coptic Church in Khartoum. February 10. It is now rumoured that Khartoum has not fallen into the hands of the rebels. The native tribes are friendly to the British, and discredit the report that the Mahdi's troops have captured Khartoum. Lord Wolseley in a telegram to the Imperial Government admits the possibility of General Gordon having entrenched himself, and that the rebels may be in possession of the outer portion of Khartoum. FURTHER PARTICULARS OF THE BATTLE AT ABUKALA. THE NEW SOUTH WALES OFFER OF TROOPS FOR SOUDAN. FRESH OFFER FROM CANADA. [SPECIAL TO PRESS ASSOCIATION.] London, February 12. Further particulars of the battle at Abukala show that on Tuesday Major-General Earle surrounded the Arab position. The Black Watch stormed the rocks where some of the enemy had taken up their position. Major-General Earle was killed while leading the cavalry which captured the Arab camp. The First Battalion of the South Staffordshire Regiment were engaged storming the high hills where an obstinate defence was maintained by the rebels. After five hours' fighting a decisive victory was gained over the Arabs, who lost heavily, their leader and several emirs being killed. The British loss was slight. Lord Wolseley arrived at Gubat on Sunday. The Pall Mall Gazette considers the offer of New South Wales to send troops to the Soudan was nobly conceived and admirably timed. February 15. The Queen has personally indicated her high appreciation of the generous and spontaneous offer of assistance by New South Wales in the repression of the Soudan rebellion. <box>558 35 741 1487</box>
reuter-tag-2: [REUTER'S TELEGRAMS.] <box>586 475 711 487</box>
